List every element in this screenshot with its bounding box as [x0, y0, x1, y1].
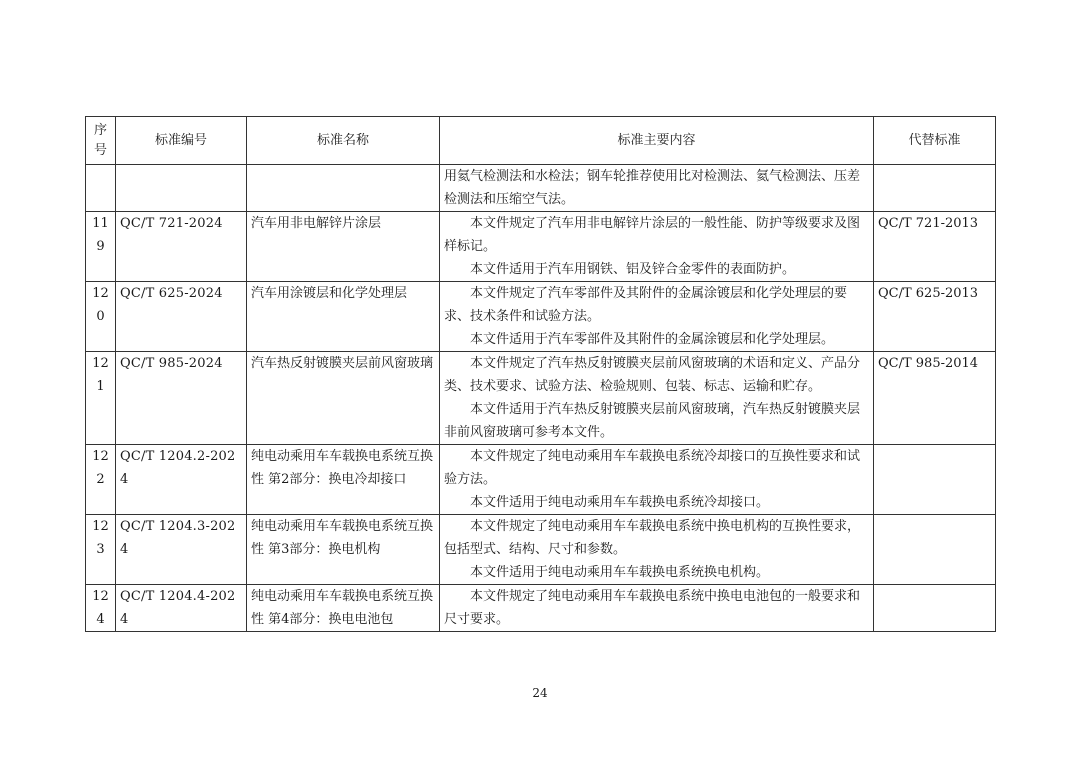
cell-replaces [874, 445, 996, 515]
content-paragraph: 本文件适用于纯电动乘用车车载换电系统换电机构。 [470, 565, 770, 580]
content-paragraph: 本文件适用于汽车零部件及其附件的金属涂镀层和化学处理层。 [470, 332, 835, 347]
table-row [86, 282, 996, 352]
cell-replaces: QC/T 721-2013 [874, 212, 996, 282]
cell-seq: 123 [86, 515, 116, 585]
cell-code: QC/T 1204.2-2024 [116, 445, 247, 515]
cell-seq: 120 [86, 282, 116, 352]
cell-replaces [874, 585, 996, 632]
cell-code: QC/T 625-2024 [116, 282, 247, 352]
header-code: 标准编号 [116, 117, 247, 165]
cell-code: QC/T 985-2024 [116, 352, 247, 445]
header-replaces: 代替标准 [874, 117, 996, 165]
cell-code: QC/T 1204.4-2024 [116, 585, 247, 632]
table-row [86, 352, 996, 445]
header-seq: 序号 [86, 117, 116, 165]
cell-seq: 124 [86, 585, 116, 632]
standards-table [85, 116, 996, 632]
cell-content [440, 282, 874, 352]
cell-content [440, 585, 874, 632]
cell-name: 纯电动乘用车车载换电系统互换性 第2部分：换电冷却接口 [247, 445, 440, 515]
content-paragraph: 本文件规定了汽车热反射镀膜夹层前风窗玻璃的术语和定义、产品分类、技术要求、试验方法、检验规则、包装、标志、运输和贮存。 [444, 356, 861, 394]
table-row [86, 515, 996, 585]
cell-replaces [874, 165, 996, 212]
cell-content [440, 352, 874, 445]
cell-replaces [874, 515, 996, 585]
cell-content [440, 165, 874, 212]
cell-code: QC/T 1204.3-2024 [116, 515, 247, 585]
cell-name: 纯电动乘用车车载换电系统互换性 第4部分：换电电池包 [247, 585, 440, 632]
content-paragraph: 本文件适用于汽车热反射镀膜夹层前风窗玻璃，汽车热反射镀膜夹层非前风窗玻璃可参考本文件。 [444, 402, 861, 440]
table-row [86, 212, 996, 282]
table-row [86, 585, 996, 632]
cell-name [247, 165, 440, 212]
cell-seq: 119 [86, 212, 116, 282]
page-number: 24 [532, 686, 548, 700]
cell-seq: 121 [86, 352, 116, 445]
header-name: 标准名称 [247, 117, 440, 165]
cell-content [440, 445, 874, 515]
cell-code: QC/T 721-2024 [116, 212, 247, 282]
cell-name: 汽车用非电解锌片涂层 [247, 212, 440, 282]
cell-name: 纯电动乘用车车载换电系统互换性 第3部分：换电机构 [247, 515, 440, 585]
cell-content [440, 212, 874, 282]
content-paragraph: 本文件适用于纯电动乘用车车载换电系统冷却接口。 [470, 495, 770, 510]
table-header-row [86, 117, 996, 165]
cell-seq: 122 [86, 445, 116, 515]
content-paragraph: 本文件规定了纯电动乘用车车载换电系统中换电机构的互换性要求，包括型式、结构、尺寸和参数。 [444, 519, 861, 557]
cell-replaces: QC/T 625-2013 [874, 282, 996, 352]
content-paragraph: 本文件适用于汽车用钢铁、铝及锌合金零件的表面防护。 [470, 262, 796, 277]
cell-code [116, 165, 247, 212]
content-paragraph: 本文件规定了汽车用非电解锌片涂层的一般性能、防护等级要求及图样标记。 [444, 216, 861, 254]
content-paragraph: 本文件规定了纯电动乘用车车载换电系统中换电电池包的一般要求和尺寸要求。 [444, 589, 861, 627]
content-paragraph: 用氦气检测法和水检法；钢车轮推荐使用比对检测法、氦气检测法、压差检测法和压缩空气法。 [444, 169, 861, 207]
content-paragraph: 本文件规定了汽车零部件及其附件的金属涂镀层和化学处理层的要求、技术条件和试验方法。 [444, 286, 848, 324]
cell-seq [86, 165, 116, 212]
table-row-continuation [86, 165, 996, 212]
table-row [86, 445, 996, 515]
cell-content [440, 515, 874, 585]
cell-name: 汽车热反射镀膜夹层前风窗玻璃 [247, 352, 440, 445]
content-paragraph: 本文件规定了纯电动乘用车车载换电系统冷却接口的互换性要求和试验方法。 [444, 449, 861, 487]
cell-replaces: QC/T 985-2014 [874, 352, 996, 445]
header-content: 标准主要内容 [440, 117, 874, 165]
cell-name: 汽车用涂镀层和化学处理层 [247, 282, 440, 352]
